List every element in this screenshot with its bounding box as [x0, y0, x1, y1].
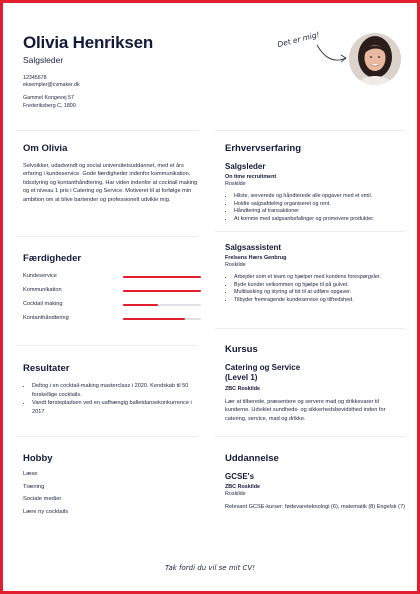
footer-note: Tak fordi du vil se mit CV! — [164, 564, 256, 572]
list-item: Læse — [23, 471, 38, 477]
arrow-icon — [315, 41, 349, 69]
skill-level-bar — [123, 318, 201, 320]
skill-label: Kontanthåndtering — [23, 315, 69, 321]
skill-row — [23, 315, 203, 331]
profile-photo — [349, 33, 401, 85]
course-school: ZBC Roskilde — [225, 386, 261, 392]
job-title: Salgsleder — [225, 162, 266, 171]
skill-level-bar — [123, 304, 201, 306]
course-title: Kursus — [225, 344, 258, 355]
education-name: GCSE's — [225, 472, 255, 481]
list-item: • Arbejder som et team og hjælper med kundens forespørgsler. — [234, 274, 405, 282]
divider — [16, 345, 198, 346]
phone-number: 12345678 — [23, 75, 47, 81]
divider — [16, 436, 198, 437]
skill-row — [23, 273, 203, 285]
job-title: Salgsassistent — [225, 243, 282, 252]
list-item: • Holdte salgsafdeling organiseret og rent. — [234, 201, 405, 209]
list-item: • Deltog i en cocktail-making masterclass i 2020. Kendskab til 50 forskellige cocktails. — [32, 382, 203, 399]
course-text: Lær at tilberede, præsentere og servere mad og drikkevarer til kunderne. Udviklet sundheds- og sikkerhedsbevidsthed inden for catering, service, mad og drikke. — [225, 399, 386, 422]
candidate-name: Olivia Henriksen — [23, 33, 154, 52]
contact-block — [23, 75, 80, 110]
list-item: • At komme med salgsanbefalinger og promovere produkter. — [234, 216, 405, 224]
divider — [215, 436, 405, 437]
skill-label: Kundeservice — [23, 273, 57, 279]
education-location: Roskilde — [225, 491, 246, 497]
list-item: • Tilbyder fremragende kundeservice og tilfredshed. — [234, 297, 405, 305]
about-section — [23, 143, 203, 204]
skill-label: Kommunikation — [23, 287, 62, 293]
skill-level-fill — [123, 304, 158, 306]
education-section — [225, 453, 405, 511]
course-section — [225, 344, 405, 423]
job-employer: On time recruitment — [225, 174, 277, 180]
list-item: • Håndtering af transaktioner — [234, 208, 405, 216]
street-address: Gammel Kongevej 57 — [23, 95, 74, 102]
skill-level-bar — [123, 290, 201, 292]
education-title: Uddannelse — [225, 453, 279, 464]
list-item: • Vandt førstepladsen ved en uafhængig balletdansekonkurrence i 2017 — [32, 399, 203, 416]
email-address: eksempler@cvmaker.dk — [23, 82, 80, 89]
divider — [215, 130, 405, 131]
results-list — [23, 382, 203, 416]
skill-level-fill — [123, 290, 201, 292]
list-item: Lære ny cocktails — [23, 508, 69, 515]
skills-title: Færdigheder — [23, 253, 82, 264]
skill-level-fill — [123, 318, 185, 320]
list-item: • Hilste, serverede og håndterede alle opgaver med et smil. — [234, 193, 405, 201]
job-location: Roskilde — [225, 181, 246, 187]
about-title: Om Olivia — [23, 143, 68, 154]
list-item: Træning — [23, 483, 45, 490]
skill-label: Cocktail making — [23, 301, 63, 307]
skill-level-fill — [123, 276, 201, 278]
hobby-title: Hobby — [23, 453, 53, 464]
list-item: • Byde kunder velkommen og hjælpe til på gulvet. — [234, 282, 405, 290]
job-duties — [225, 274, 405, 304]
results-section — [23, 363, 203, 416]
list-item: • Multitasking og styring af tid til at udføre opgaver. — [234, 289, 405, 297]
experience-section — [225, 143, 405, 223]
results-title: Resultater — [23, 363, 70, 374]
job-duties — [225, 193, 405, 223]
job-location: Roskilde — [225, 262, 246, 268]
city-address: Frederiksberg C, 1800 — [23, 102, 76, 109]
skills-section — [23, 253, 203, 333]
education-school: ZBC Roskilde — [225, 484, 261, 490]
candidate-role: Salgsleder — [23, 55, 64, 65]
divider — [16, 130, 198, 131]
education-text: Relevant GCSE-kurser: fødevareteknologi (6), matematik (8) Engelsk (7) — [225, 504, 405, 510]
skill-level-bar — [123, 276, 201, 278]
hobby-section — [23, 453, 203, 518]
list-item: Sociale medier — [23, 496, 62, 502]
skills-list — [23, 273, 203, 331]
job-employer: Frelsens Hærs Genbrug — [225, 255, 287, 261]
tagline-handwritten: Det er mig! — [276, 29, 321, 50]
course-name: Catering og Service (Level 1) — [225, 363, 301, 382]
hobby-list — [23, 468, 203, 518]
skill-row — [23, 301, 203, 313]
divider — [215, 231, 405, 232]
divider — [16, 236, 198, 237]
experience-job-2 — [225, 243, 405, 304]
about-text: Selvsikker, udadvendt og social universitetsuddannet, med et års erfaring i kundeservice. Gode færdigheder indenfor kommunikation, tidsstyring og kontanthåndtering. Har viden indenfor at cocktail making og et niveau 1 pris i Catering og Service. Motiveret til at forfølge min ambition om at blive bartender og professionelt udvikle mig. — [23, 163, 198, 203]
experience-title: Erhvervserfaring — [225, 143, 302, 154]
divider — [215, 328, 405, 329]
skill-row — [23, 287, 203, 299]
